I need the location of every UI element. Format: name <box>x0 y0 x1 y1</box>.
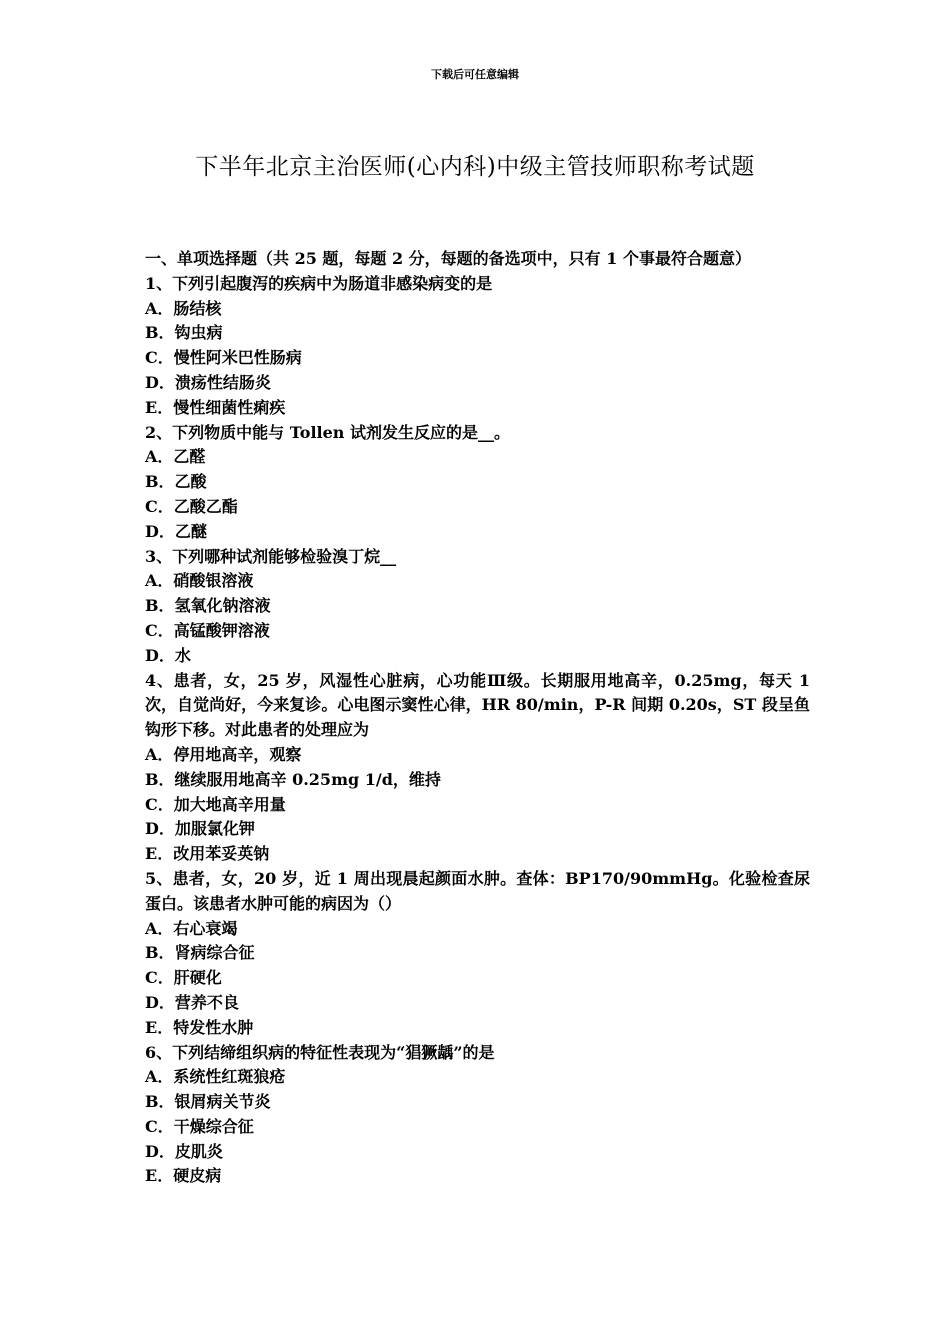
question-stem: 6、下列结缔组织病的特征性表现为“猖獗龋”的是 <box>145 1042 495 1062</box>
question-stem: 4、患者，女，25 岁，风湿性心脏病，心功能Ⅲ级。长期服用地高辛，0.25mg，每天 1 次，自觉尚好，今来复诊。心电图示窦性心律，HR 80/min，P-R 间期 0.20s，ST 段呈鱼钩形下移。对此患者的处理应为 <box>145 670 810 740</box>
answer-option: E．改用苯妥英钠 <box>145 844 270 864</box>
question-stem: 3、下列哪种试剂能够检验溴丁烷__ <box>145 546 397 566</box>
answer-option: D．营养不良 <box>145 992 239 1012</box>
header-note: 下载后可任意编辑 <box>431 68 519 81</box>
answer-option: E．特发性水肿 <box>145 1017 254 1037</box>
answer-option: B．银屑病关节炎 <box>145 1092 271 1112</box>
answer-option: D．水 <box>145 645 191 665</box>
document-body <box>145 247 810 1189</box>
answer-option: A．右心衰竭 <box>145 918 238 938</box>
document-title: 下半年北京主治医师(心内科)中级主管技师职称考试题 <box>195 154 755 180</box>
answer-option: B．氢氧化钠溶液 <box>145 596 271 616</box>
answer-option: C．肝硬化 <box>145 968 222 988</box>
section-heading: 一、单项选择题（共 25 题，每题 2 分，每题的备选项中，只有 1 个事最符合题意） <box>145 249 751 268</box>
answer-option: B．肾病综合征 <box>145 943 255 963</box>
answer-option: B．乙酸 <box>145 472 207 492</box>
answer-option: D．加服氯化钾 <box>145 819 255 839</box>
answer-option: B．继续服用地高辛 0.25mg 1/d，维持 <box>145 769 441 789</box>
answer-option: A．硝酸银溶液 <box>145 571 254 591</box>
answer-option: C．慢性阿米巴性肠病 <box>145 348 302 368</box>
answer-option: A．停用地高辛，观察 <box>145 744 302 764</box>
answer-option: C．加大地高辛用量 <box>145 794 286 814</box>
answer-option: D．乙醚 <box>145 521 207 541</box>
answer-option: A．肠结核 <box>145 298 222 318</box>
answer-option: E．硬皮病 <box>145 1166 222 1186</box>
answer-option: A．系统性红斑狼疮 <box>145 1067 286 1087</box>
answer-option: B．钩虫病 <box>145 323 223 343</box>
answer-option: C．乙酸乙酯 <box>145 496 238 516</box>
answer-option: E．慢性细菌性痢疾 <box>145 397 286 417</box>
answer-option: D．皮肌炎 <box>145 1141 223 1161</box>
question-stem: 2、下列物质中能与 Tollen 试剂发生反应的是__。 <box>145 422 510 442</box>
answer-option: C．高锰酸钾溶液 <box>145 620 270 640</box>
question-stem: 1、下列引起腹泻的疾病中为肠道非感染病变的是 <box>145 273 493 293</box>
answer-option: A．乙醛 <box>145 447 206 467</box>
question-stem: 5、患者，女，20 岁，近 1 周出现晨起颜面水肿。查体：BP170/90mmHg。化验检查尿蛋白。该患者水肿可能的病因为（） <box>145 868 810 913</box>
answer-option: C．干燥综合征 <box>145 1116 254 1136</box>
answer-option: D．溃疡性结肠炎 <box>145 372 271 392</box>
